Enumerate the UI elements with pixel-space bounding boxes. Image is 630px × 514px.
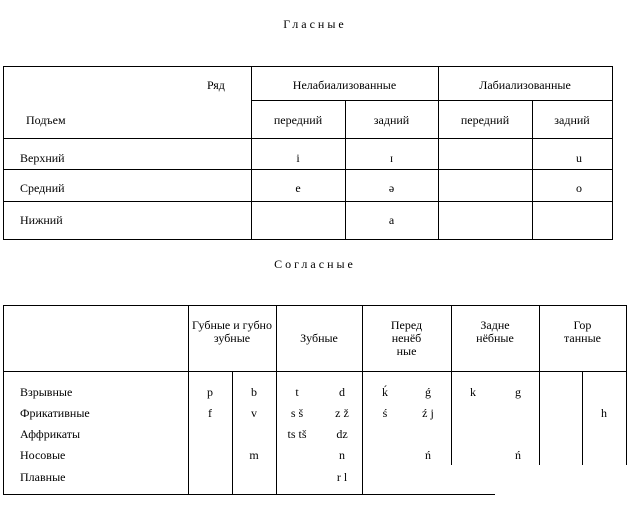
consonant-cell: ts tš	[287, 427, 307, 441]
header-labial: Губные и губно зубные	[192, 318, 272, 345]
subcol-front-rounded: передний	[460, 113, 510, 127]
row-label-mid: Средний	[20, 181, 65, 195]
group-rounded: Лабиализованные	[479, 78, 571, 92]
header-dental: Зубные	[300, 331, 338, 345]
consonant-cell: n	[339, 448, 345, 462]
vowel-cell: ɪ	[389, 151, 394, 165]
vowel-cell: o	[576, 181, 582, 195]
consonant-cell: z ž	[335, 406, 349, 420]
consonant-cell: m	[249, 448, 259, 462]
consonant-cell: ń	[515, 448, 521, 462]
consonant-cell: ś	[382, 406, 388, 420]
consonant-row-label: Взрывные	[20, 385, 73, 399]
consonant-cell: ź j	[422, 406, 434, 420]
subcol-front-unrounded: передний	[273, 113, 323, 127]
consonant-cell: g	[515, 385, 521, 399]
consonant-cell: ń	[425, 448, 431, 462]
header-glottal: Гор танные	[564, 318, 601, 345]
group-unrounded: Нелабиализованные	[292, 78, 397, 92]
consonant-row-label: Фрикативные	[20, 406, 90, 420]
consonant-cell: p	[207, 385, 213, 399]
consonant-cell: t	[295, 385, 299, 399]
subcol-back-unrounded: задний	[373, 113, 410, 127]
vowels-corner-col: Подъем	[26, 113, 66, 127]
consonant-cell: s š	[290, 406, 304, 420]
vowels-title: Гласные	[283, 17, 347, 31]
consonant-cell: dz	[336, 427, 348, 441]
vowel-cell: a	[388, 213, 395, 227]
row-label-low: Нижний	[20, 213, 63, 227]
consonants-title: Согласные	[274, 257, 356, 271]
vowel-cell: e	[295, 181, 301, 195]
consonant-row-label: Плавные	[20, 470, 66, 484]
row-label-high: Верхний	[20, 151, 65, 165]
header-prepalatal: Перед ненёб ные	[390, 318, 423, 358]
subcol-back-rounded: задний	[554, 113, 590, 127]
consonant-cell: v	[251, 406, 257, 420]
consonant-row-label: Аффрикаты	[20, 427, 81, 441]
vowel-cell: u	[576, 151, 582, 165]
consonant-cell: h	[601, 406, 607, 420]
header-postpalatal: Задне нёбные	[476, 318, 514, 345]
consonant-cell: d	[339, 385, 345, 399]
consonant-cell: ǵ	[425, 385, 431, 399]
consonant-cell: k	[470, 385, 476, 399]
consonant-cell: b	[251, 385, 257, 399]
consonant-row-label: Носовые	[20, 448, 66, 462]
consonant-cell: r l	[336, 470, 348, 484]
consonant-cell: ḱ	[382, 385, 388, 399]
vowel-cell: ə	[388, 181, 395, 195]
vowels-corner-row: Ряд	[207, 78, 225, 92]
consonant-cell: f	[208, 406, 212, 420]
vowel-cell: i	[296, 151, 300, 165]
